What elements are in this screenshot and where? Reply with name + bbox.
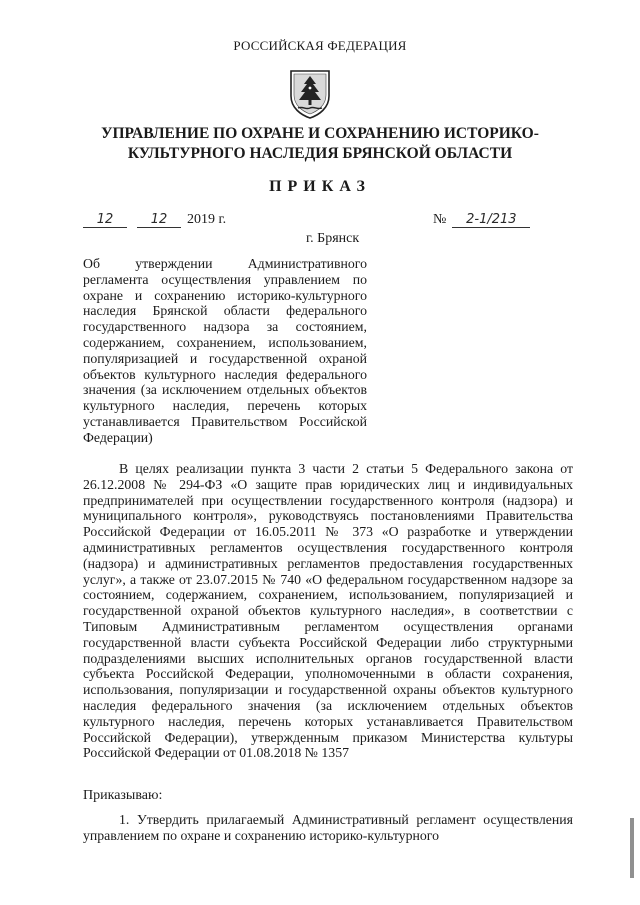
- city-label: г. Брянск: [306, 231, 360, 246]
- order-word: Приказываю:: [83, 788, 163, 803]
- country-header: РОССИЙСКАЯ ФЕДЕРАЦИЯ: [233, 38, 407, 53]
- scan-edge-mark: [630, 818, 634, 878]
- document-subject: Об утверждении Административного регламента осуществления управлением по охране и сохранению историко-культурного наследия Брянской области федерального государственного надзора за состоянием, содержанием, сохранением, использованием, популяризацией и государственной охраной объектов культурного наследия федерального значения (за исключением отдельных объектов культурного наследия, перечень которых устанавливается Правительством Российской Федерации): [83, 256, 367, 445]
- bryansk-coat-of-arms-icon: [288, 68, 332, 120]
- preamble-paragraph: В целях реализации пункта 3 части 2 статьи 5 Федерального закона от 26.12.2008 № 294-ФЗ «О защите прав юридических лиц и индивидуальных предпринимателей при осуществлении государственного контроля (надзора) и муниципального контроля», руководствуясь постановлениями Правительства Российской Федерации от 16.05.2011 № 373 «О разработке и утверждении административных регламентов осуществления государственного контроля (надзора) и административных регламентов предоставления государственных услуг», а также от 23.07.2015 № 740 «О федеральном государственном надзоре за состоянием, содержанием, сохранением, использованием, популяризацией и государственной охраной объектов культурного наследия», в соответствии с Типовым Административным регламентом осуществления органами государственной власти субъекта Российской Федерации либо структурными подразделениями высших исполнительных органов государственной власти субъекта Российской Федерации, уполномоченными в области сохранения, использования, популяризации и государственной охраны объектов культурного наследия федерального значения (за исключением отдельных объектов культурного наследия, перечень которых устанавливается Правительством Российской Федерации), утвержденным приказом Министерства культуры Российской Федерации от 01.08.2018 № 1357: [83, 461, 573, 761]
- document-type-title: ПРИКАЗ: [269, 178, 371, 195]
- document-date: [83, 212, 226, 228]
- number-prefix: №: [433, 212, 447, 227]
- document-number: [433, 212, 530, 228]
- date-month-handwritten: 12: [137, 213, 181, 228]
- date-year: 2019 г.: [187, 212, 227, 227]
- date-day-handwritten: 12: [83, 213, 127, 228]
- order-item-1: 1. Утвердить прилагаемый Административный регламент осуществления управлением по охране и сохранению историко-культурного: [83, 812, 573, 843]
- organization-title: УПРАВЛЕНИЕ ПО ОХРАНЕ И СОХРАНЕНИЮ ИСТОРИКО-КУЛЬТУРНОГО НАСЛЕДИЯ БРЯНСКОЙ ОБЛАСТИ: [101, 125, 539, 162]
- number-handwritten: 2-1/213: [452, 213, 530, 228]
